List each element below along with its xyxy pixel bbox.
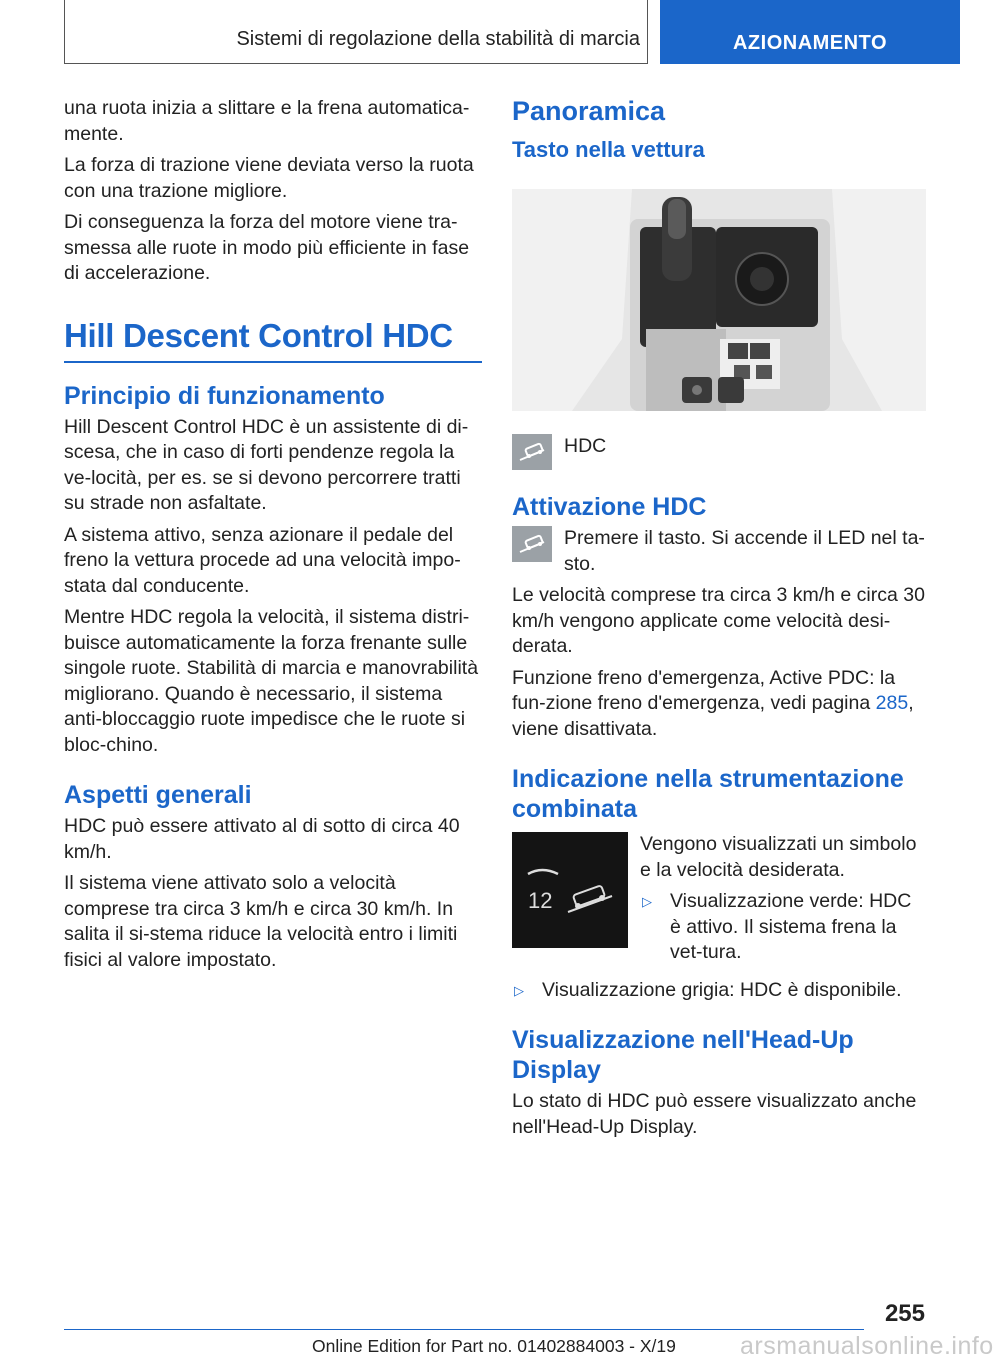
display-description xyxy=(640,832,926,972)
triangle-bullet-icon: ▷ xyxy=(642,894,652,909)
list-item xyxy=(640,889,926,966)
watermark: arsmanualsonline.info xyxy=(740,1332,994,1360)
list-item xyxy=(512,978,926,1004)
paragraph: HDC può essere attivato al di sotto di circa 40 km/h. xyxy=(64,815,460,863)
paragraph: Il sistema viene attivato solo a velocità comprese tra circa 3 km/h e circa 30 km/h. In salita il si-stema riduce la velocità entro i limiti fisici al valore impostato. xyxy=(64,872,458,971)
page-link-285[interactable]: 285 xyxy=(875,692,909,714)
hdc-key-label: HDC xyxy=(564,435,607,457)
subheading-principio: Principio di funzionamento xyxy=(64,381,385,410)
hdc-descent-icon xyxy=(512,434,552,470)
heading-panoramica: Panoramica xyxy=(512,96,666,126)
paragraph: Hill Descent Control HDC è un assistente di di-scesa, che in caso di forti pendenze regola la ve-locità, per es. se si devono percorrere tratti su strade non asfaltate. xyxy=(64,415,469,514)
triangle-bullet-icon: ▷ xyxy=(514,982,524,998)
hdc-descent-icon xyxy=(512,526,552,562)
paragraph: Le velocità comprese tra circa 3 km/h e circa 30 km/h vengono applicate come velocità desi-derata. xyxy=(512,584,925,657)
paragraph: Premere il tasto. Si accende il LED nel ta-sto. xyxy=(564,527,925,575)
right-column xyxy=(512,96,926,1146)
subheading-tasto: Tasto nella vettura xyxy=(512,137,705,162)
left-column xyxy=(64,96,482,979)
header-chapter-title: Sistemi di regolazione della stabilità di marcia xyxy=(236,28,640,50)
paragraph: A sistema attivo, senza azionare il pedale del freno la vettura procede ad una velocità impo-stata dal conducente. xyxy=(64,523,461,597)
activation-instruction xyxy=(512,526,926,577)
paragraph: Mentre HDC regola la velocità, il sistema distri-buisce automaticamente la forza frenante sulle singole ruote. Stabilità di marcia e manovrabilità migliorano. Quando è necessario, il sistema anti-bloccaggio ruote impedisce che le ruote si bloc-chino. xyxy=(64,606,479,756)
bullet-text: Visualizzazione grigia: HDC è disponibile. xyxy=(542,978,902,1001)
subheading-aspetti: Aspetti generali xyxy=(64,781,252,809)
text: , viene disattivata. xyxy=(512,692,914,740)
paragraph: Lo stato di HDC può essere visualizzato anche nell'Head-Up Display. xyxy=(512,1090,917,1138)
section-heading-hdc: Hill Descent Control HDC xyxy=(64,317,482,363)
center-console-photo xyxy=(512,189,926,411)
paragraph: una ruota inizia a slittare e la frena automatica-mente. xyxy=(64,97,470,145)
instrument-display-block xyxy=(512,832,926,972)
hdc-key-legend xyxy=(512,434,926,470)
header-section-tab: AZIONAMENTO xyxy=(660,0,960,64)
footer-edition: Online Edition for Part no. 01402884003 - X/19 xyxy=(312,1336,676,1356)
paragraph-emergency-brake xyxy=(512,666,926,743)
heading-indicazione: Indicazione nella strumentazione combinata xyxy=(512,765,904,823)
page-number: 255 xyxy=(884,1300,925,1327)
instrument-cluster-display xyxy=(512,832,628,948)
paragraph: Vengono visualizzati un simbolo e la velocità desiderata. xyxy=(640,833,917,881)
heading-headup: Visualizzazione nell'Head-Up Display xyxy=(512,1026,854,1084)
text: Funzione freno d'emergenza, Active PDC: la fun-zione freno d'emergenza, vedi pagina xyxy=(512,666,896,714)
display-speed-value: 12 xyxy=(528,888,553,913)
paragraph: La forza di trazione viene deviata verso la ruota con una trazione migliore. xyxy=(64,154,474,202)
paragraph: Di conseguenza la forza del motore viene tra-smessa alle ruote in modo più efficiente in fase di accelerazione. xyxy=(64,211,470,284)
heading-attivazione: Attivazione HDC xyxy=(512,493,707,521)
bullet-text: Visualizzazione verde: HDC è attivo. Il sistema frena la vet-tura. xyxy=(670,890,912,963)
footer-divider xyxy=(64,1329,864,1330)
